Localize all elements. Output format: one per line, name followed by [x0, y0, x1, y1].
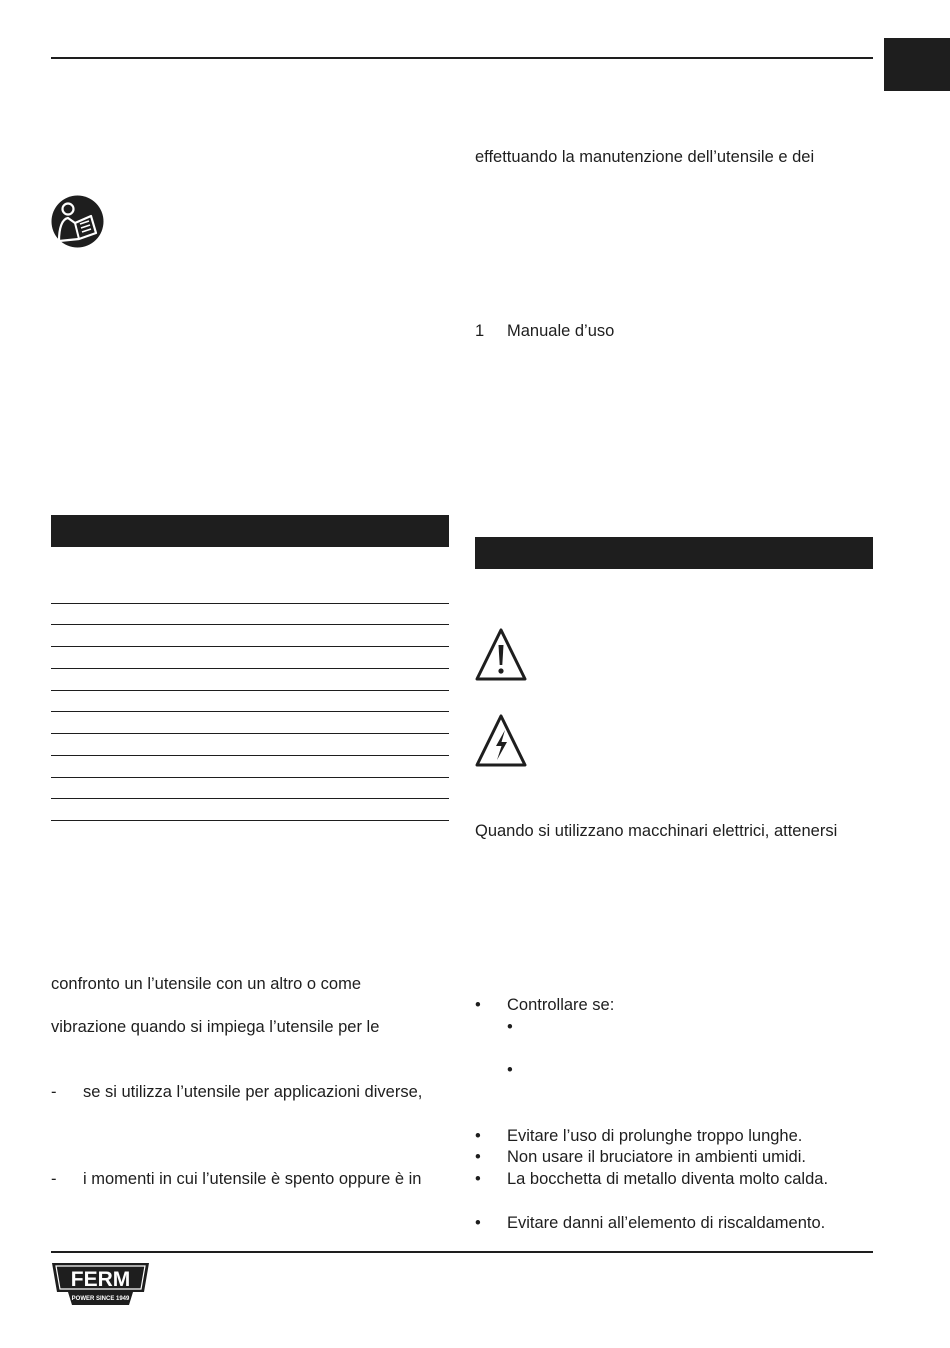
table-row-rule — [51, 820, 449, 821]
table-row-rule — [51, 690, 449, 691]
language-tab — [884, 38, 950, 91]
sub-bullet-mark: • — [507, 1018, 513, 1036]
left-section-header-bar — [51, 515, 449, 547]
table-row-rule — [51, 733, 449, 734]
bullet-mark: • — [475, 1170, 481, 1188]
bullet-mark: • — [475, 1214, 481, 1232]
table-row-rule — [51, 777, 449, 778]
bullet-mark: • — [475, 1127, 481, 1145]
table-row-rule — [51, 603, 449, 604]
dash-item-text: se si utilizza l’utensile per applicazioni diverse, — [83, 1083, 423, 1101]
warning-triangle-icon — [474, 627, 528, 683]
dash-mark: - — [51, 1083, 57, 1101]
table-row-rule — [51, 711, 449, 712]
bullet-text: Evitare danni all’elemento di riscaldamento. — [507, 1214, 826, 1232]
dash-item-text: i momenti in cui l’utensile è spento oppure è in — [83, 1170, 422, 1188]
bullet-mark: • — [475, 1148, 481, 1166]
bullet-mark: • — [475, 996, 481, 1014]
footer-rule — [51, 1251, 873, 1253]
table-row-rule — [51, 668, 449, 669]
right-text-line: Quando si utilizzano macchinari elettrici, attenersi — [475, 822, 838, 840]
table-row-rule — [51, 624, 449, 625]
table-row-rule — [51, 755, 449, 756]
bullet-text: Non usare il bruciatore in ambienti umidi. — [507, 1148, 806, 1166]
left-text-line: vibrazione quando si impiega l’utensile per le — [51, 1018, 380, 1036]
table-row-rule — [51, 646, 449, 647]
sub-bullet-mark: • — [507, 1061, 513, 1079]
table-row-rule — [51, 798, 449, 799]
logo-tagline: POWER SINCE 1949 — [71, 1296, 130, 1302]
pack-item-label: Manuale d’uso — [507, 322, 615, 340]
right-section-header-bar — [475, 537, 873, 569]
ferm-logo — [51, 1262, 150, 1306]
pack-item-number: 1 — [475, 322, 485, 340]
dash-mark: - — [51, 1170, 57, 1188]
read-manual-icon — [51, 195, 104, 248]
bullet-text: Evitare l’uso di prolunghe troppo lunghe. — [507, 1127, 803, 1145]
bullet-text: La bocchetta di metallo diventa molto calda. — [507, 1170, 829, 1188]
header-rule — [51, 57, 873, 59]
check-label: Controllare se: — [507, 996, 615, 1014]
right-text-line: effettuando la manutenzione dell’utensile e dei — [475, 148, 815, 166]
left-text-line: confronto un l’utensile con un altro o come — [51, 975, 362, 993]
electric-hazard-icon — [474, 713, 528, 769]
logo-wordmark: FERM — [70, 1268, 131, 1291]
